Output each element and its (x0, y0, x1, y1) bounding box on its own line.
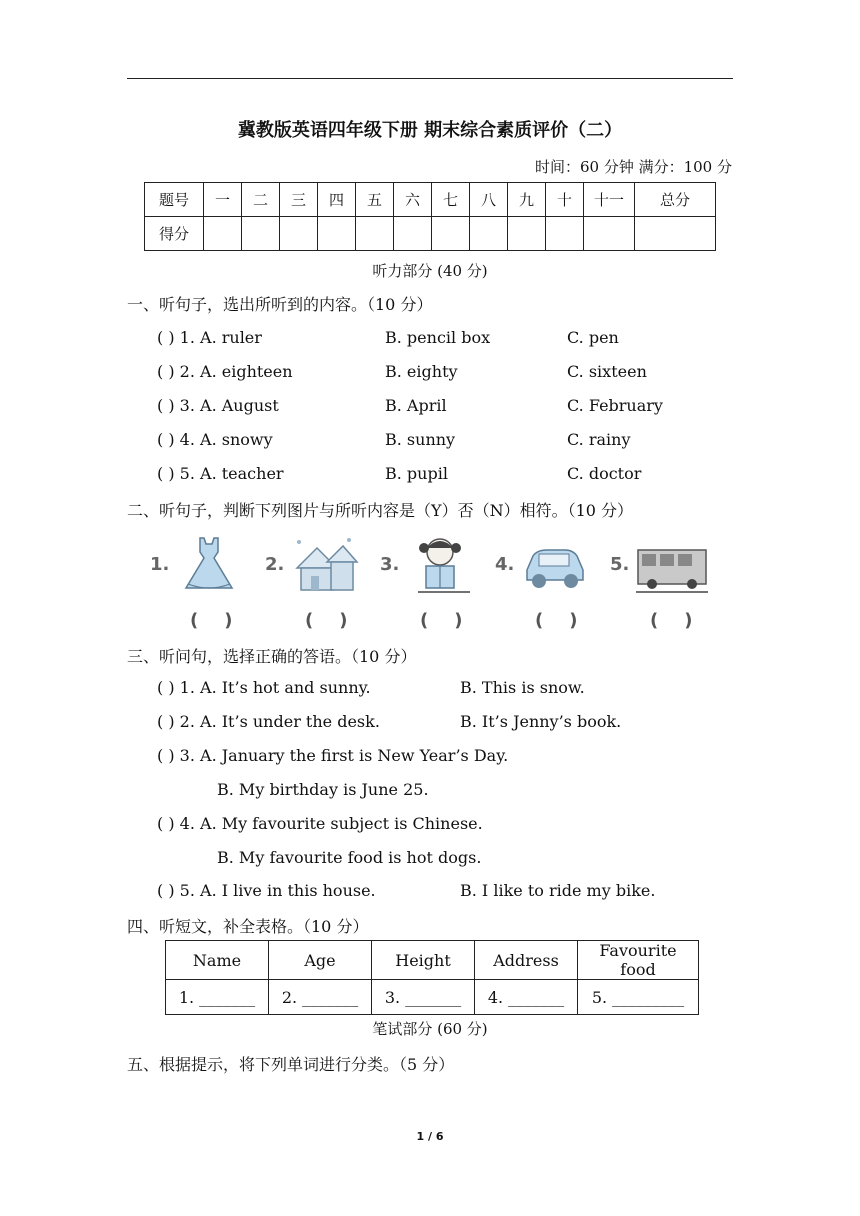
section1-heading: 一、听句子，选出所听到的内容。（10 分） (127, 295, 433, 314)
picture-number: 4. (495, 554, 515, 575)
s1-q2-b: B. eighty (385, 362, 458, 381)
s1-q1: ( ) 1. A. ruler (157, 328, 262, 347)
picture-number: 2. (265, 554, 285, 575)
score-col: 七 (432, 183, 470, 217)
info-answer-blank[interactable]: 4. _______ (475, 980, 578, 1015)
s1-q4-b: B. sunny (385, 430, 456, 449)
s3-q3-b: B. My birthday is June 25. (217, 780, 429, 799)
s3-q4-a: ( ) 4. A. My favourite subject is Chinese. (157, 814, 483, 833)
score-cell[interactable] (546, 217, 584, 251)
picture-number: 3. (380, 554, 400, 575)
score-cell[interactable] (584, 217, 635, 251)
score-col: 三 (280, 183, 318, 217)
s3-q5-a: ( ) 5. A. I live in this house. (157, 881, 376, 900)
picture-item-3 (380, 534, 490, 632)
answer-bracket[interactable]: () (420, 610, 489, 631)
score-row1-label: 题号 (145, 183, 204, 217)
s1-q5-c: C. doctor (567, 464, 642, 483)
section2-heading: 二、听句子，判断下列图片与所听内容是（Y）否（N）相符。（10 分） (127, 501, 634, 520)
girl-reading-icon (404, 534, 476, 596)
score-col: 六 (394, 183, 432, 217)
s3-q3-a: ( ) 3. A. January the first is New Year’s Day. (157, 746, 509, 765)
s1-q5-b: B. pupil (385, 464, 448, 483)
info-header-row (166, 941, 699, 980)
s3-q5-b: B. I like to ride my bike. (460, 881, 656, 900)
score-col: 十 (546, 183, 584, 217)
section4-heading: 四、听短文，补全表格。（10 分） (127, 917, 369, 936)
score-cell[interactable] (356, 217, 394, 251)
s1-q1-c: C. pen (567, 328, 619, 347)
score-cell[interactable] (508, 217, 546, 251)
picture-item-2 (265, 534, 375, 632)
score-col: 四 (318, 183, 356, 217)
score-col: 二 (242, 183, 280, 217)
score-col: 十一 (584, 183, 635, 217)
score-cell[interactable] (242, 217, 280, 251)
info-table (165, 940, 699, 1015)
score-table-row (145, 217, 716, 251)
info-answer-blank[interactable]: 2. _______ (269, 980, 372, 1015)
section5-heading: 五、根据提示，将下列单词进行分类。（5 分） (127, 1055, 455, 1074)
s1-q1-b: B. pencil box (385, 328, 491, 347)
s1-q3: ( ) 3. A. August (157, 396, 279, 415)
answer-bracket[interactable]: () (190, 610, 259, 631)
picture-row (150, 534, 720, 632)
score-cell[interactable] (318, 217, 356, 251)
info-header: Name (166, 941, 269, 980)
s1-q4: ( ) 4. A. snowy (157, 430, 273, 449)
snowy-house-icon (289, 534, 361, 596)
top-rule (127, 78, 733, 79)
score-cell[interactable] (280, 217, 318, 251)
score-col: 八 (470, 183, 508, 217)
picture-item-1 (150, 534, 260, 632)
info-header: Favourite food (578, 941, 699, 980)
listening-header: 听力部分 (40 分) (372, 262, 488, 280)
writing-header: 笔试部分 (60 分) (372, 1020, 488, 1038)
picture-number: 5. (610, 554, 630, 575)
score-cell[interactable] (635, 217, 716, 251)
info-header: Height (372, 941, 475, 980)
score-col: 一 (204, 183, 242, 217)
score-cell[interactable] (432, 217, 470, 251)
score-cell[interactable] (470, 217, 508, 251)
score-table-row (145, 183, 716, 217)
car-icon (519, 534, 591, 596)
info-answer-blank[interactable]: 3. _______ (372, 980, 475, 1015)
score-table (144, 182, 716, 251)
time-info: 时间：60 分钟 满分：100 分 (534, 158, 732, 176)
score-col: 九 (508, 183, 546, 217)
info-answer-blank[interactable]: 1. _______ (166, 980, 269, 1015)
section3-heading: 三、听问句，选择正确的答语。（10 分） (127, 647, 417, 666)
s1-q2-c: C. sixteen (567, 362, 647, 381)
s3-q4-b: B. My favourite food is hot dogs. (217, 848, 482, 867)
picture-item-5 (610, 534, 720, 632)
info-header: Age (269, 941, 372, 980)
info-answer-row (166, 980, 699, 1015)
s1-q3-b: B. April (385, 396, 447, 415)
s1-q3-c: C. February (567, 396, 663, 415)
picture-item-4 (495, 534, 605, 632)
answer-bracket[interactable]: () (535, 610, 604, 631)
score-cell[interactable] (394, 217, 432, 251)
s3-q2-b: B. It’s Jenny’s book. (460, 712, 622, 731)
info-header: Address (475, 941, 578, 980)
s1-q2: ( ) 2. A. eighteen (157, 362, 293, 381)
page-number: 1 / 6 (416, 1130, 444, 1143)
info-answer-blank[interactable]: 5. _________ (578, 980, 699, 1015)
s3-q2-a: ( ) 2. A. It’s under the desk. (157, 712, 380, 731)
s1-q5: ( ) 5. A. teacher (157, 464, 284, 483)
score-cell[interactable] (204, 217, 242, 251)
answer-bracket[interactable]: () (305, 610, 374, 631)
score-row2-label: 得分 (145, 217, 204, 251)
dress-icon (174, 534, 244, 596)
s3-q1-b: B. This is snow. (460, 678, 585, 697)
s1-q4-c: C. rainy (567, 430, 631, 449)
page-title: 冀教版英语四年级下册 期末综合素质评价（二） (237, 120, 623, 141)
picture-number: 1. (150, 554, 170, 575)
score-col: 五 (356, 183, 394, 217)
answer-bracket[interactable]: () (650, 610, 719, 631)
s3-q1-a: ( ) 1. A. It’s hot and sunny. (157, 678, 371, 697)
bus-traffic-icon (634, 534, 710, 596)
score-total: 总分 (635, 183, 716, 217)
